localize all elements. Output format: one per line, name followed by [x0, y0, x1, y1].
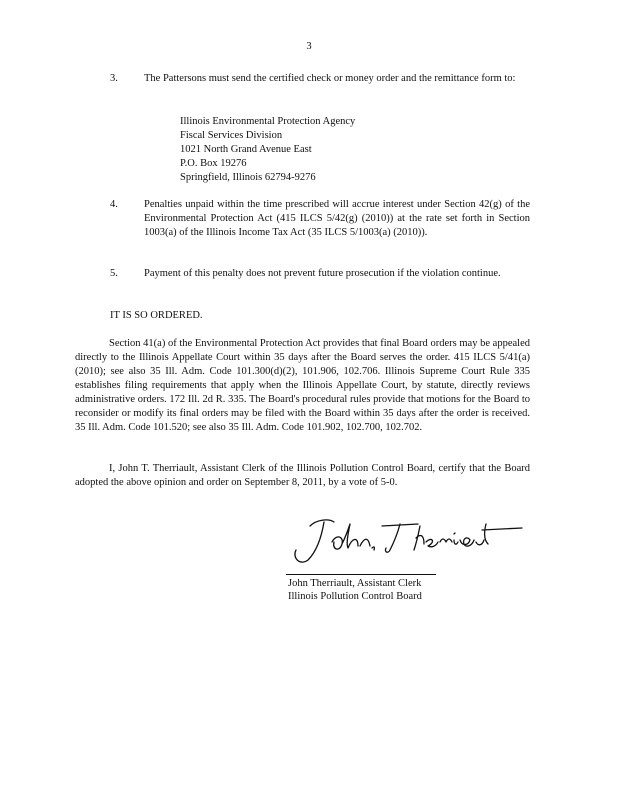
signer-organization: Illinois Pollution Control Board [288, 591, 422, 602]
list-item [110, 198, 530, 240]
handwritten-signature [286, 512, 526, 568]
item-number: 5. [110, 268, 118, 279]
address-line: Illinois Environmental Protection Agency [180, 116, 356, 127]
signer-name-title: John Therriault, Assistant Clerk [288, 578, 422, 589]
appeal-paragraph: Section 41(a) of the Environmental Protection Act provides that final Board orders may be appealed directly to the Illinois Appellate Court within 35 days after the Board serves the order. 415 ILCS 5/41(a) (2010); see also 35 Ill. Adm. Code 101.300(d)(2), 101.906, 102.706. Illinois Supreme Court Rule 335 establishes filing requirements that apply when the Illinois Appellate Court, by statute, directly reviews administrative orders. 172 Ill. 2d R. 335. The Board's procedural rules provide that motions for the Board to reconsider or modify its final orders may be filed with the Board within 35 days after the order is received. 35 Ill. Adm. Code 101.520; see also 35 Ill. Adm. Code 101.902, 102.700, 102.702. [75, 338, 530, 433]
page-number: 3 [306, 41, 312, 52]
signature-line [286, 574, 436, 575]
address-line: P.O. Box 19276 [180, 158, 247, 169]
list-item [110, 72, 530, 86]
order-statement: IT IS SO ORDERED. [110, 310, 203, 321]
mailing-address [180, 115, 440, 185]
address-line: 1021 North Grand Avenue East [180, 144, 312, 155]
certification-paragraph: I, John T. Therriault, Assistant Clerk of the Illinois Pollution Control Board, certify that the Board adopted the above opinion and order on September 8, 2011, by a vote of 5-0. [75, 463, 530, 488]
list-item [110, 267, 530, 281]
item-text: Payment of this penalty does not prevent future prosecution if the violation continue. [144, 268, 501, 279]
item-text: Penalties unpaid within the time prescribed will accrue interest under Section 42(g) of the Environmental Protection Act (415 ILCS 5/42(g) (2010)) at the rate set forth in Section 1003(a) of the Illinois Income Tax Act (35 ILCS 5/1003(a) (2010)). [144, 199, 530, 238]
item-number: 4. [110, 199, 118, 210]
address-line: Springfield, Illinois 62794-9276 [180, 172, 316, 183]
address-line: Fiscal Services Division [180, 130, 283, 141]
item-number: 3. [110, 73, 118, 84]
item-text: The Pattersons must send the certified check or money order and the remittance form to: [144, 73, 516, 84]
signer-block [288, 577, 548, 603]
